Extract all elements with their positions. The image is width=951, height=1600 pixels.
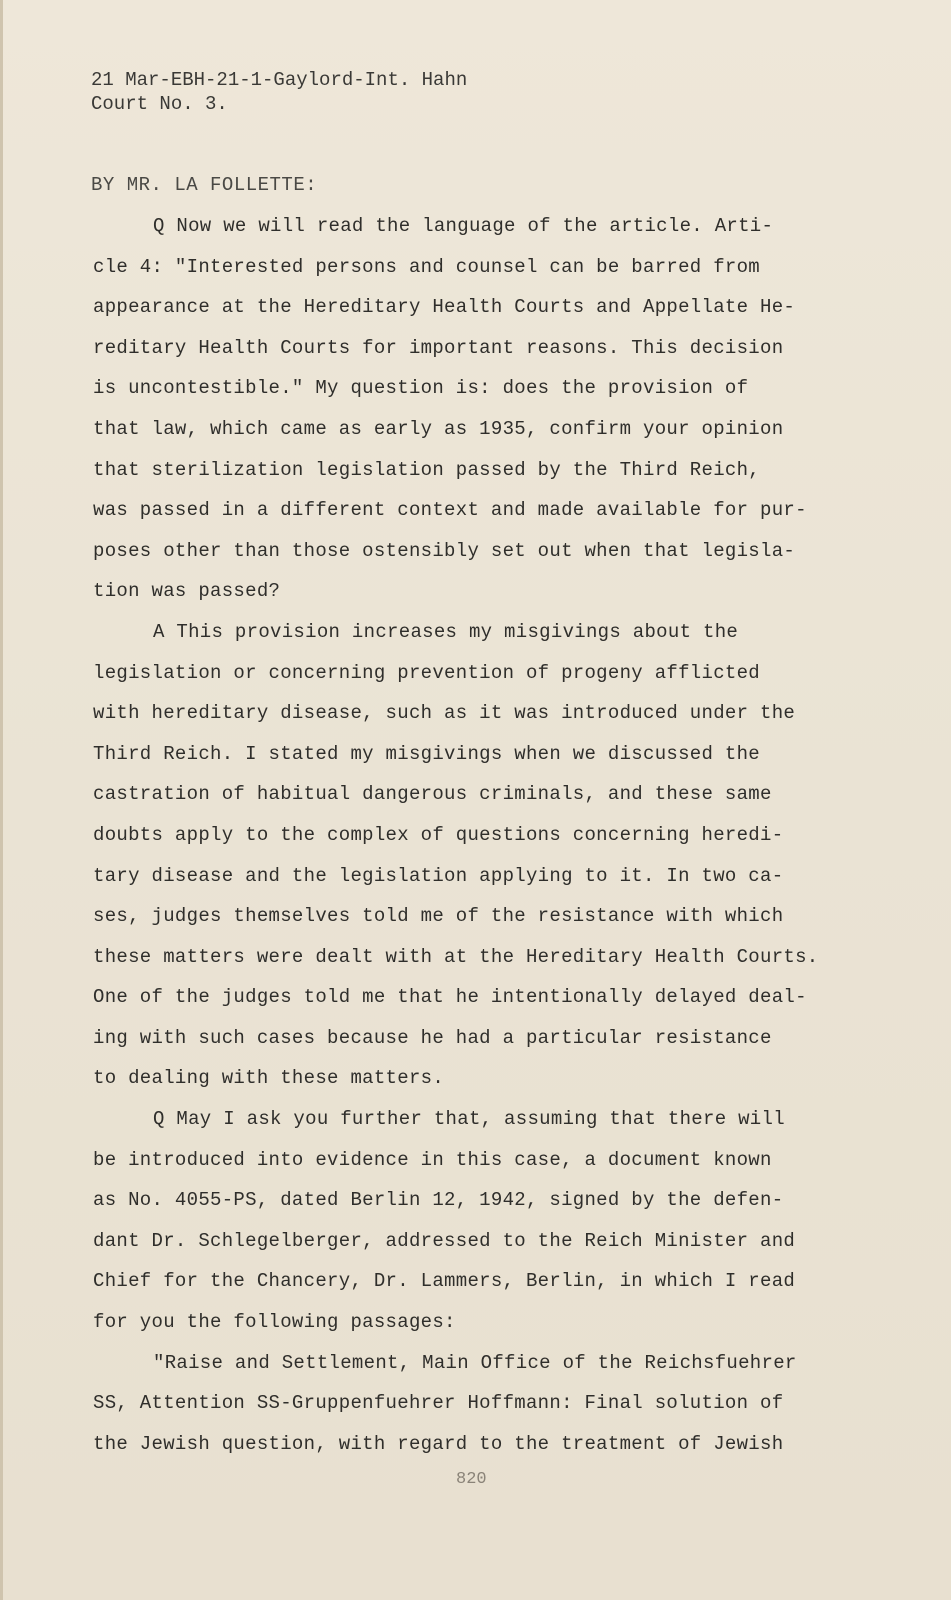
text-line: "Raise and Settlement, Main Office of the Reichsfuehrer [153,1351,797,1374]
speaker-label: BY MR. LA FOLLETTE: [91,174,318,196]
header-line-1: 21 Mar-EBH-21-1-Gaylord-Int. Hahn [91,69,468,91]
text-line: Q Now we will read the language of the article. Arti- [153,215,774,237]
paragraph-answer-1 [93,612,853,1099]
text-line: One of the judges told me that he intentionally delayed deal- [93,986,807,1009]
text-line: to dealing with these matters. [93,1067,445,1090]
text-line: is uncontestible." My question is: does the provision of [93,377,749,400]
text-line: was passed in a different context and made available for pur- [93,499,807,522]
text-line: these matters were dealt with at the Hereditary Health Courts. [93,945,819,968]
text-line: SS, Attention SS-Gruppenfuehrer Hoffmann: Final solution of [93,1392,784,1415]
page-number: 820 [456,1470,487,1489]
text-line: be introduced into evidence in this case, a document known [93,1148,772,1171]
text-line: Q May I ask you further that, assuming that there will [153,1108,785,1131]
text-line: doubts apply to the complex of questions concerning heredi- [93,823,784,846]
text-line: with hereditary disease, such as it was introduced under the [93,702,796,725]
text-line: appearance at the Hereditary Health Courts and Appellate He- [93,296,796,319]
paragraph-quotation [93,1343,853,1465]
text-line: tion was passed? [93,580,281,603]
text-line: ses, judges themselves told me of the resistance with which [93,905,784,928]
text-line: castration of habitual dangerous criminals, and these same [93,783,772,806]
text-line: dant Dr. Schlegelberger, addressed to the Reich Minister and [93,1229,796,1252]
text-line: as No. 4055-PS, dated Berlin 12, 1942, signed by the defen- [93,1189,784,1212]
paragraph-question-1 [93,206,853,612]
text-line: Chief for the Chancery, Dr. Lammers, Berlin, in which I read [93,1270,796,1293]
text-line: Third Reich. I stated my misgivings when we discussed the [93,742,761,765]
text-line: that law, which came as early as 1935, confirm your opinion [93,417,784,440]
text-line: ing with such cases because he had a particular resistance [93,1026,772,1049]
paragraph-question-2 [93,1099,853,1343]
text-line: A This provision increases my misgivings about the [153,620,739,643]
text-line: legislation or concerning prevention of progeny afflicted [93,661,761,684]
text-line: that sterilization legislation passed by the Third Reich, [93,458,761,481]
text-line: cle 4: "Interested persons and counsel can be barred from [93,255,761,278]
text-line: for you the following passages: [93,1311,456,1334]
text-line: the Jewish question, with regard to the treatment of Jewish [93,1432,784,1455]
text-line: poses other than those ostensibly set out when that legisla- [93,539,796,562]
document-header [91,68,467,116]
transcript-body [93,206,853,1464]
header-line-2: Court No. 3. [91,93,228,115]
text-line: reditary Health Courts for important reasons. This decision [93,336,784,359]
text-line: tary disease and the legislation applying to it. In two ca- [93,864,784,887]
